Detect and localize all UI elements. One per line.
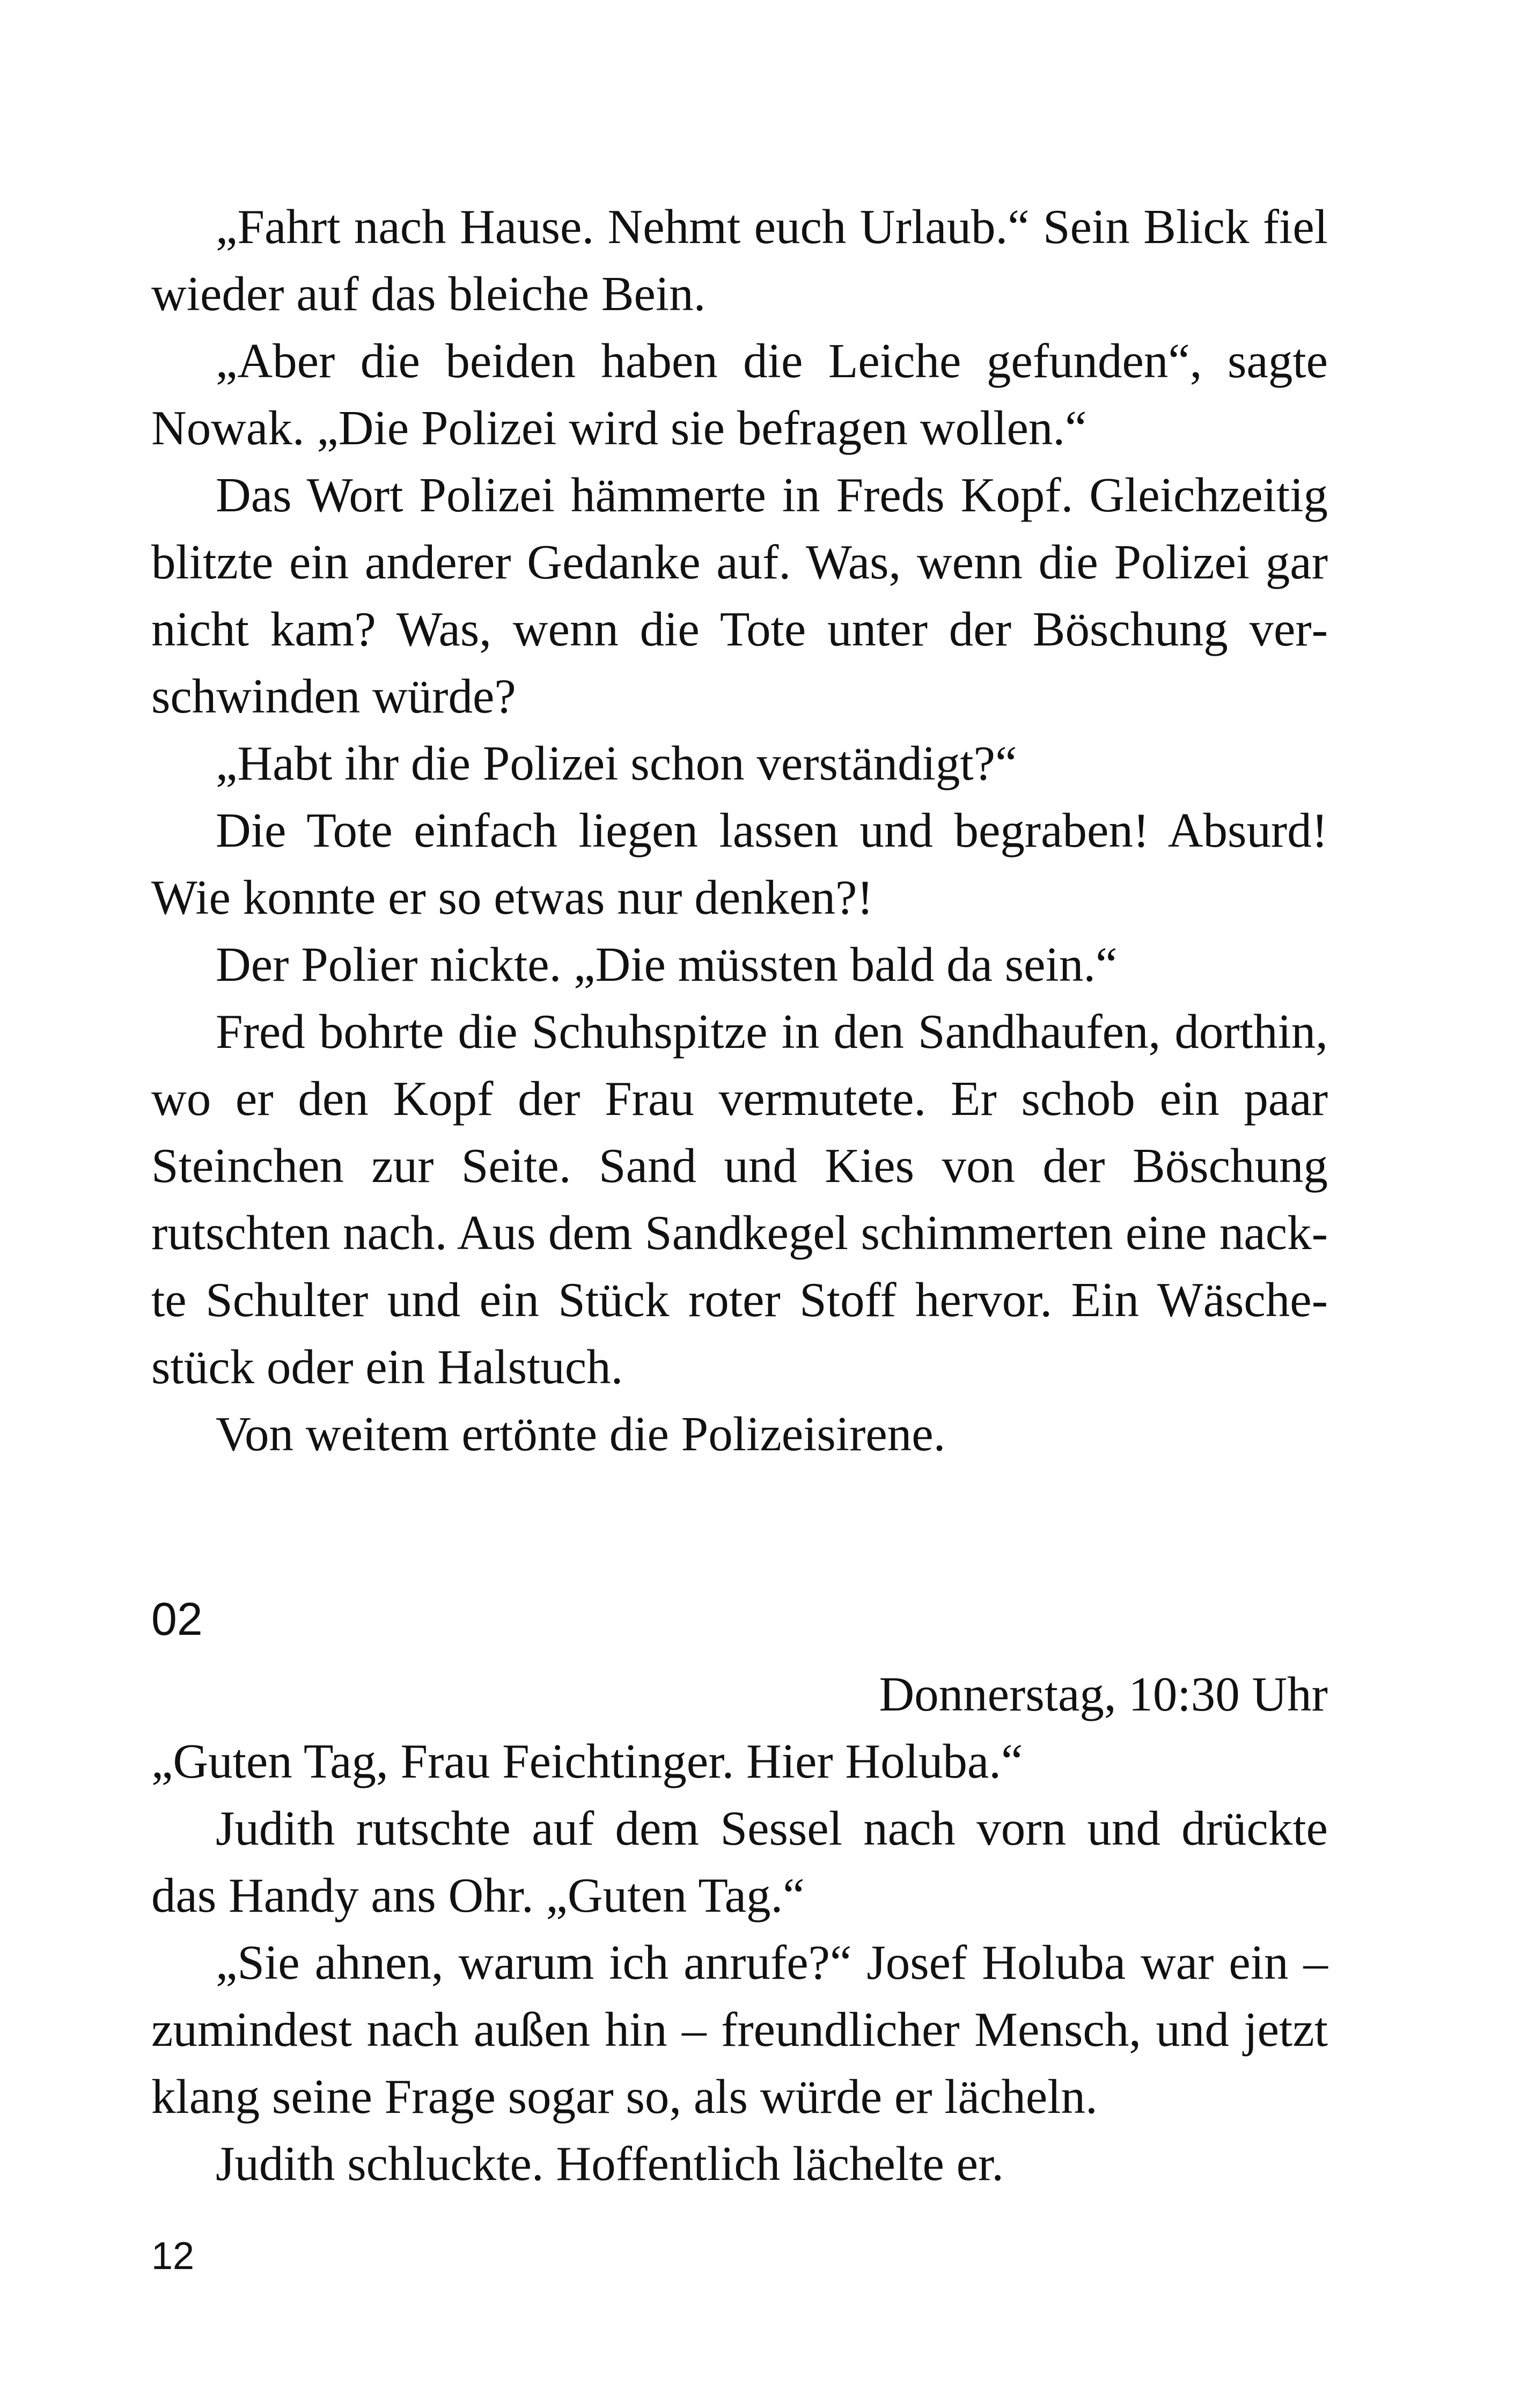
dateline: Donnerstag, 10:30 Uhr	[879, 1667, 1328, 1721]
paragraph: „Aber die beiden haben die Leiche gefunden“, sagte Nowak. „Die Polizei wird sie befragen wollen.“	[151, 334, 1328, 455]
text-block-1	[151, 193, 1328, 1467]
chapter-number: 02	[151, 1594, 203, 1645]
paragraph: Von weitem ertönte die Polizeisirene.	[216, 1407, 946, 1461]
paragraph: Die Tote einfach liegen lassen und begraben! Absurd! Wie konnte er so etwas nur denken?!	[151, 803, 1328, 924]
text-block-2	[151, 1661, 1328, 2197]
text-section-1	[151, 193, 1328, 1467]
paragraph: Der Polier nickte. „Die müssten bald da sein.“	[216, 937, 1118, 992]
paragraph: Judith rutschte auf dem Sessel nach vorn und drückte das Handy ans Ohr. „Guten Tag.“	[151, 1801, 1328, 1922]
paragraph: „Habt ihr die Polizei schon verständigt?“	[216, 736, 1017, 790]
paragraph: „Sie ahnen, warum ich anrufe?“ Josef Holuba war ein – zumindest nach außen hin – freundlicher Mensch, und jetzt klang seine Frage sogar so, als würde er lächeln.	[151, 1935, 1328, 2124]
page-number: 12	[151, 2235, 195, 2278]
paragraph: „Guten Tag, Frau Feichtinger. Hier Holuba.“	[151, 1734, 1023, 1788]
paragraph: Fred bohrte die Schuhspitze in den Sandhaufen, dorthin, wo er den Kopf der Frau vermutete. Er schob ein paar Steinchen zur Seite. Sand und Kies von der Böschung rutschten nach. Aus dem Sandkegel schimmerten eine nackte Schulter und ein Stück roter Stoff hervor. Ein Wäschestück oder ein Halstuch.	[151, 1004, 1328, 1394]
text-section-2	[151, 1661, 1328, 2197]
paragraph: „Fahrt nach Hause. Nehmt euch Urlaub.“ Sein Blick fiel wieder auf das bleiche Bein.	[151, 200, 1328, 321]
paragraph: Das Wort Polizei hämmerte in Freds Kopf. Gleichzeitig blitzte ein anderer Gedanke auf. Was, wenn die Polizei gar nicht kam? Was, wenn die Tote unter der Böschung verschwinden würde?	[151, 468, 1328, 723]
paragraph: Judith schluckte. Hoffentlich lächelte er.	[216, 2137, 1004, 2191]
